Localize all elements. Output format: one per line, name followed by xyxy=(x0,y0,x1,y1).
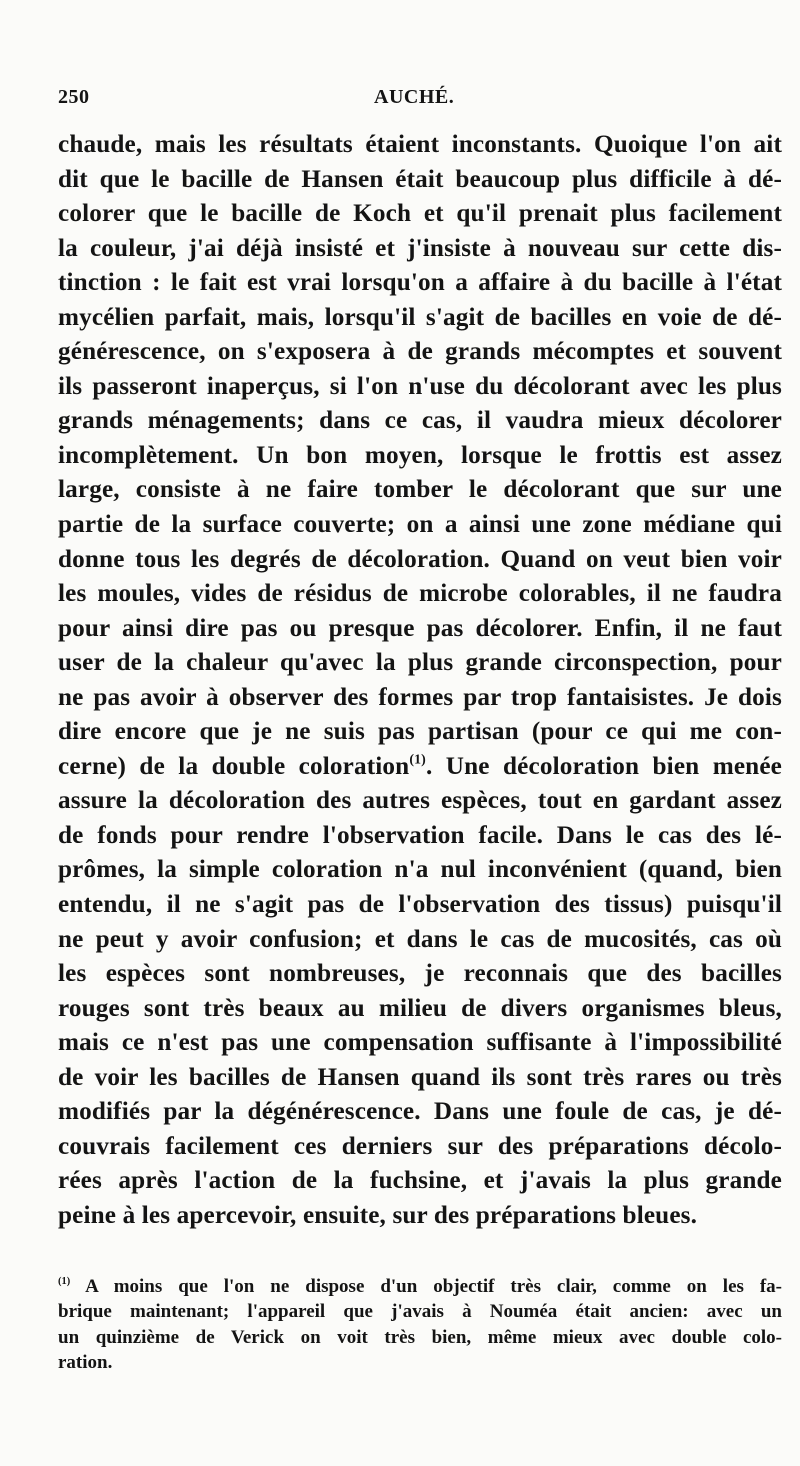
footnote-line: un quinzième de Verick on voit très bien, même mieux avec double colo- xyxy=(58,1326,782,1348)
footnote xyxy=(58,1274,782,1375)
page-number: 250 xyxy=(58,86,90,108)
text-line: donne tous les degrés de décoloration. Quand on veut bien voir xyxy=(58,545,782,573)
footnote-line: ration. xyxy=(58,1351,113,1373)
text-line: entendu, il ne s'agit pas de l'observation des tissus) puisqu'il xyxy=(58,891,782,919)
text-line: peine à les apercevoir, ensuite, sur des préparations bleues. xyxy=(58,1201,698,1229)
text-line: ne pas avoir à observer des formes par trop fantaisistes. Je dois xyxy=(58,683,782,711)
text-line-with-footnote-ref xyxy=(58,750,782,785)
text-line: couvrais facilement ces derniers sur des préparations décolo- xyxy=(58,1132,782,1160)
text-line: modifiés par la dégénérescence. Dans une foule de cas, je dé- xyxy=(58,1098,782,1126)
text-line: colorer que le bacille de Koch et qu'il prenait plus facilement xyxy=(58,200,782,228)
body-paragraph xyxy=(58,128,782,1234)
text-line: incomplètement. Un bon moyen, lorsque le frottis est assez xyxy=(58,441,782,469)
text-line: dire encore que je ne suis pas partisan (pour ce qui me con- xyxy=(58,718,782,746)
text-line: mycélien parfait, mais, lorsqu'il s'agit de bacilles en voie de dé- xyxy=(58,303,782,331)
text-line: mais ce n'est pas une compensation suffisante à l'impossibilité xyxy=(58,1029,782,1057)
text-line: ne peut y avoir confusion; et dans le cas de mucosités, cas où xyxy=(58,925,782,953)
text-line: de voir les bacilles de Hansen quand ils sont très rares ou très xyxy=(58,1063,782,1091)
text-segment: . Une décoloration bien menée xyxy=(425,752,782,780)
text-line: prômes, la simple coloration n'a nul inconvénient (quand, bien xyxy=(58,856,782,884)
text-line: pour ainsi dire pas ou presque pas décolorer. Enfin, il ne faut xyxy=(58,614,782,642)
text-segment: cerne) de la double coloration xyxy=(58,752,410,780)
footnote-text: A moins que l'on ne dispose d'un objectif très clair, comme on les fa- xyxy=(85,1276,782,1297)
footnote-line xyxy=(58,1274,782,1299)
text-line: la couleur, j'ai déjà insisté et j'insiste à nouveau sur cette dis- xyxy=(58,234,782,262)
text-line: partie de la surface couverte; on a ainsi une zone médiane qui xyxy=(58,511,782,539)
text-line: tinction : le fait est vrai lorsqu'on a affaire à du bacille à l'état xyxy=(58,269,782,297)
text-line: les espèces sont nombreuses, je reconnais que des bacilles xyxy=(58,960,782,988)
text-line: chaude, mais les résultats étaient inconstants. Quoique l'on ait xyxy=(58,131,782,158)
text-line: les moules, vides de résidus de microbe colorables, il ne faudra xyxy=(58,580,782,608)
text-line: rouges sont très beaux au milieu de divers organismes bleus, xyxy=(58,994,782,1022)
footnote-marker: (1) xyxy=(58,1276,71,1288)
text-line: dit que le bacille de Hansen était beaucoup plus difficile à dé- xyxy=(58,165,782,193)
text-line: user de la chaleur qu'avec la plus grande circonspection, pour xyxy=(58,649,782,677)
text-line: grands ménagements; dans ce cas, il vaudra mieux décolorer xyxy=(58,407,782,435)
text-line: de fonds pour rendre l'observation facile. Dans le cas des lé- xyxy=(58,821,782,849)
text-line: ils passeront inaperçus, si l'on n'use du décolorant avec les plus xyxy=(58,372,782,400)
footnote-reference: (1) xyxy=(409,751,426,767)
running-title: AUCHÉ. xyxy=(374,86,455,108)
text-line: générescence, on s'exposera à de grands mécomptes et souvent xyxy=(58,338,782,366)
text-line: assure la décoloration des autres espèces, tout en gardant assez xyxy=(58,787,782,815)
text-line: large, consiste à ne faire tomber le décolorant que sur une xyxy=(58,476,782,504)
footnote-line: brique maintenant; l'appareil que j'avais à Nouméa était ancien: avec un xyxy=(58,1301,782,1323)
text-line: rées après l'action de la fuchsine, et j'avais la plus grande xyxy=(58,1167,782,1195)
